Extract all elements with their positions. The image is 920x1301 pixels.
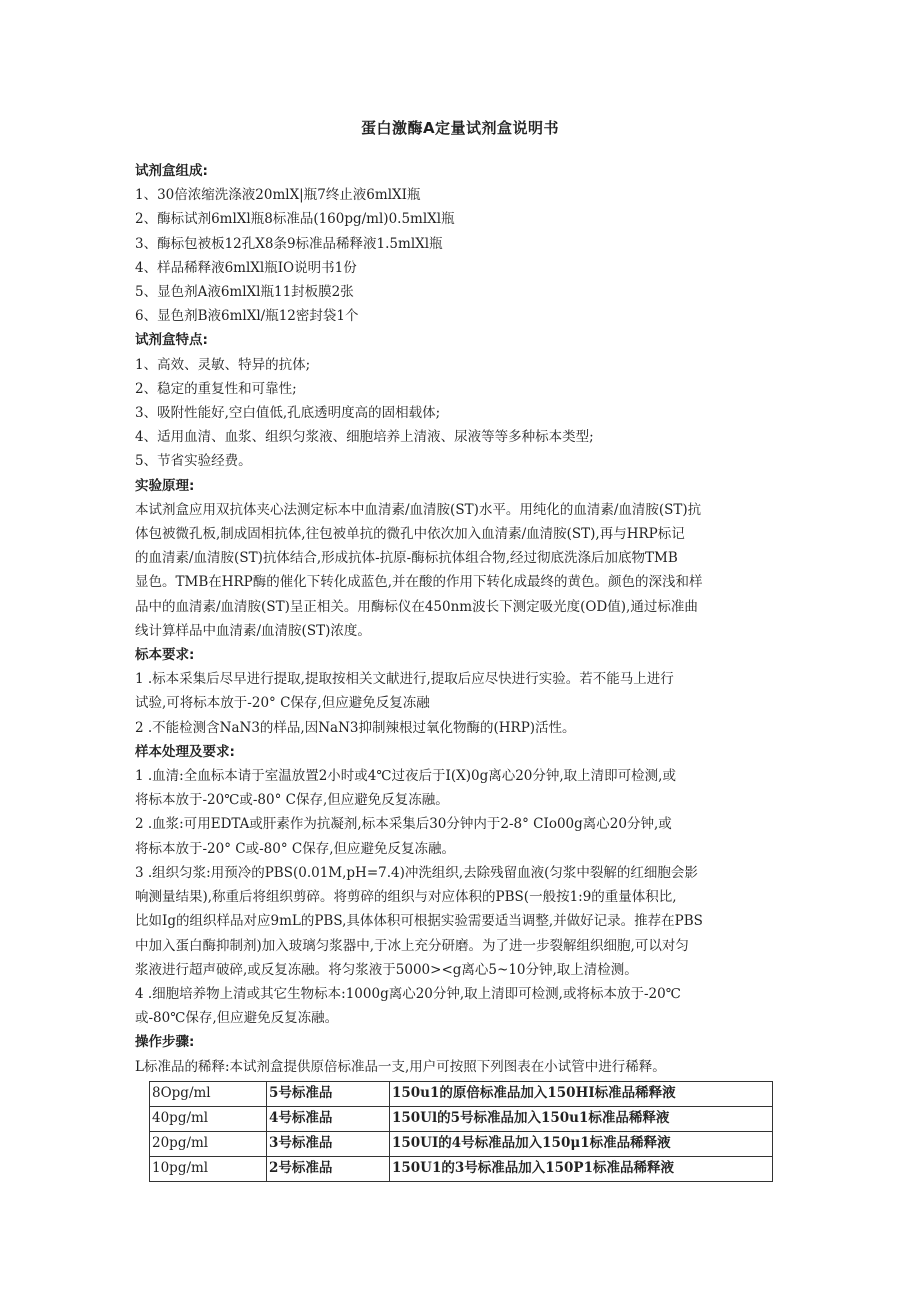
processing-line: 或-80℃保存,但应避免反复冻融。: [135, 1010, 339, 1027]
section-heading-features: 试剂盒特点:: [135, 332, 208, 349]
composition-item: 6、显色剂B液6mlXl/瓶12密封袋1个: [135, 308, 359, 325]
document-body: [135, 159, 795, 1182]
principle-line: 显色。TMB在HRP酶的催化下转化成蓝色,并在酸的作用下转化成最终的黄色。颜色的深浅和样: [135, 574, 703, 591]
composition-item: 1、30倍浓缩洗涤液20mlX|瓶7终止液6mlXI瓶: [135, 187, 421, 204]
feature-item: 3、吸附性能好,空白值低,孔底透明度高的固相载体;: [135, 405, 441, 422]
processing-line: 2 .血浆:可用EDTA或肝素作为抗凝剂,标本采集后30分钟内于2-8° CIo00g离心20分钟,或: [135, 816, 672, 833]
feature-item: 5、节省实验经费。: [135, 453, 252, 470]
table-cell-standard: 3号标准品: [267, 1131, 390, 1156]
table-cell-instruction: 150UI的4号标准品加入150μ1标准品稀释液: [390, 1131, 773, 1156]
feature-item: 1、高效、灵敏、特异的抗体;: [135, 356, 311, 373]
specimen-line: 2 .不能检测含NaN3的样品,因NaN3抑制辣根过氧化物酶的(HRP)活性。: [135, 719, 576, 736]
composition-item: 3、酶标包被板12孔X8条9标准品稀释液1.5mlXl瓶: [135, 235, 443, 252]
table-cell-concentration: 10pg/ml: [150, 1156, 267, 1181]
feature-item: 2、稳定的重复性和可靠性;: [135, 380, 297, 397]
composition-item: 5、显色剂A液6mlXl瓶11封板膜2张: [135, 284, 354, 301]
processing-line: 响测量结果),称重后将组织剪碎。将剪碎的组织与对应体积的PBS(一般按1:9的重量体积比,: [135, 889, 677, 906]
principle-line: 线计算样品中血清素/血清胺(ST)浓度。: [135, 622, 371, 639]
table-cell-concentration: 40pg/ml: [150, 1106, 267, 1131]
table-cell-instruction: 150Ul的5号标准品加入150u1标准品稀释液: [390, 1106, 773, 1131]
table-row: [150, 1106, 773, 1131]
specimen-line: 1 .标本采集后尽早进行提取,提取按相关文献进行,提取后应尽快进行实验。若不能马上进行: [135, 671, 674, 688]
dilution-table: [149, 1081, 773, 1182]
processing-line: 将标本放于-20℃或-80° C保存,但应避免反复冻融。: [135, 792, 449, 809]
composition-item: 4、样品稀释液6mlXl瓶IO说明书1份: [135, 259, 357, 276]
table-cell-instruction: 150U1的3号标准品加入150P1标准品稀释液: [390, 1156, 773, 1181]
procedure-intro: L标准品的稀释:本试剂盒提供原倍标准品一支,用户可按照下列图表在小试管中进行稀释。: [135, 1058, 666, 1075]
composition-item: 2、酶标试剂6mlXl瓶8标准品(160pg/ml)0.5mlXl瓶: [135, 211, 455, 228]
processing-line: 浆液进行超声破碎,或反复冻融。将匀浆液于5000><g离心5~10分钟,取上清检测。: [135, 961, 638, 978]
principle-line: 体包被微孔板,制成固相抗体,往包被单抗的微孔中依次加入血清素/血清胺(ST),再与HRP标记: [135, 526, 685, 543]
principle-line: 的血清素/血清胺(ST)抗体结合,形成抗体-抗原-酶标抗体组合物,经过彻底洗涤后加底物TMB: [135, 550, 678, 567]
section-heading-processing: 样本处理及要求:: [135, 743, 235, 760]
section-heading-principle: 实验原理:: [135, 477, 195, 494]
table-cell-concentration: 20pg/ml: [150, 1131, 267, 1156]
processing-line: 中加入蛋白酶抑制剂)加入玻璃匀浆器中,于冰上充分研磨。为了进一步裂解组织细胞,可以对匀: [135, 937, 689, 954]
table-cell-concentration: 8Opg/ml: [150, 1081, 267, 1106]
specimen-line: 试验,可将标本放于-20° C保存,但应避免反复冻融: [135, 695, 430, 712]
table-row: [150, 1081, 773, 1106]
table-row: [150, 1156, 773, 1181]
table-cell-instruction: 150u1的原倍标准品加入150HI标准品稀释液: [390, 1081, 773, 1106]
table-cell-standard: 2号标准品: [267, 1156, 390, 1181]
section-heading-composition: 试剂盒组成:: [135, 163, 208, 179]
processing-line: 比如Ig的组织样品对应9mL的PBS,具体体积可根据实验需要适当调整,并做好记录。推荐在PBS: [135, 913, 703, 930]
principle-line: 本试剂盒应用双抗体夹心法测定标本中血清素/血清胺(ST)水平。用纯化的血清素/血清胺(ST)抗: [135, 501, 702, 518]
section-heading-procedure: 操作步骤:: [135, 1034, 195, 1051]
processing-line: 1 .血清:全血标本请于室温放置2小时或4℃过夜后于I(X)0g离心20分钟,取上清即可检测,或: [135, 768, 676, 785]
table-cell-standard: 5号标准品: [267, 1081, 390, 1106]
table-row: [150, 1131, 773, 1156]
table-cell-standard: 4号标准品: [267, 1106, 390, 1131]
feature-item: 4、适用血清、血浆、组织匀浆液、细胞培养上清液、尿液等等多种标本类型;: [135, 429, 594, 446]
document-title: 蛋白激酶A定量试剂盒说明书: [360, 119, 560, 137]
processing-line: 4 .细胞培养物上清或其它生物标本:1000g离心20分钟,取上清即可检测,或将标本放于-20℃: [135, 985, 681, 1002]
processing-line: 3 .组织匀浆:用预冷的PBS(0.01M,pH=7.4)冲洗组织,去除残留血液(匀浆中裂解的红细胞会影: [135, 864, 698, 881]
principle-line: 品中的血清素/血清胺(ST)呈正相关。用酶标仪在450nm波长下测定吸光度(OD值),通过标准曲: [135, 598, 698, 615]
processing-line: 将标本放于-20° C或-80° C保存,但应避免反复冻融。: [135, 840, 456, 857]
section-heading-specimen: 标本要求:: [135, 647, 195, 664]
